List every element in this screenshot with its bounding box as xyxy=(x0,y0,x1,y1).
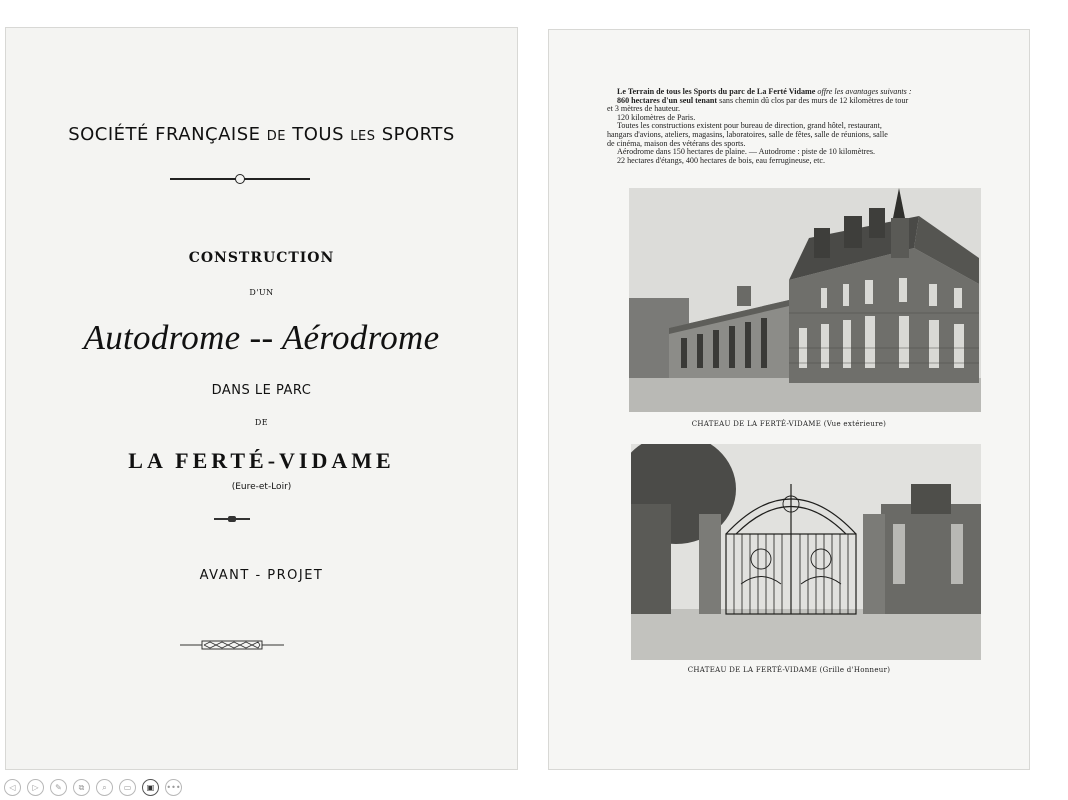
chateau-gate-photo xyxy=(631,444,981,660)
ornament-rule-center xyxy=(235,174,245,184)
prev-icon[interactable]: ◁ xyxy=(4,779,21,796)
intro-line-2: 860 hectares d'un seul tenant sans chemin dû clos par des murs de 12 kilomètres de tour xyxy=(617,96,909,105)
document-page-right xyxy=(549,30,1029,769)
next-icon[interactable]: ▷ xyxy=(27,779,44,796)
intro-line-8: Aérodrome dans 150 hectares de plaine. — Autodrome : piste de 10 kilomètres. xyxy=(617,148,876,157)
intro-line-3: et 3 mètres de hauteur. xyxy=(607,105,681,114)
document-page-left xyxy=(6,28,517,769)
construction-heading: CONSTRUCTION xyxy=(188,250,335,266)
society-word-2: DE xyxy=(266,129,287,144)
intro-paragraph xyxy=(607,88,1017,165)
chateau-exterior-photo xyxy=(629,188,981,412)
society-heading xyxy=(6,124,517,145)
place-name: LA FERTÉ-VIDAME xyxy=(128,448,395,473)
intro-line-6: hangars d'avions, ateliers, magasins, laboratoires, salle de fêtes, salle de réunions, salle xyxy=(607,130,888,139)
intro-line-1: Le Terrain de tous les Sports du parc de La Ferté Vidame offre les avantages suivants : xyxy=(617,88,912,96)
intro-line-7: de cinéma, maison des vétérans des sports. xyxy=(607,139,746,148)
zoom-icon[interactable]: ⌕ xyxy=(96,779,113,796)
region-text: (Eure-et-Loir) xyxy=(231,482,292,492)
intro-line-9: 22 hectares d'étangs, 400 hectares de bois, eau ferrugineuse, etc. xyxy=(617,156,825,165)
ornament-small-center xyxy=(228,516,236,522)
present-icon[interactable]: ▭ xyxy=(119,779,136,796)
copy-icon[interactable]: ⧉ xyxy=(73,779,90,796)
society-word-4: LES xyxy=(350,129,376,144)
avant-projet-label: AVANT - PROJET xyxy=(199,568,324,583)
video-icon[interactable]: ▣ xyxy=(142,779,159,796)
ornament-bottom xyxy=(180,640,284,650)
chateau-gate-caption: CHATEAU DE LA FERTÉ-VIDAME (Grille d'Honneur) xyxy=(687,666,891,674)
more-icon[interactable]: ••• xyxy=(165,779,182,796)
society-word-1: SOCIÉTÉ FRANÇAISE xyxy=(68,124,261,145)
document-title: Autodrome -- Aérodrome xyxy=(83,318,440,357)
chateau-exterior-caption: CHATEAU DE LA FERTÉ-VIDAME (Vue extérieure) xyxy=(691,420,887,428)
society-word-5: SPORTS xyxy=(381,124,455,145)
edit-icon[interactable]: ✎ xyxy=(50,779,67,796)
intro-line-5: Toutes les constructions existent pour bureau de direction, grand hôtel, restaurant, xyxy=(617,122,882,131)
intro-line-4: 120 kilomètres de Paris. xyxy=(617,113,696,122)
de-text: DE xyxy=(254,418,269,427)
parc-text: DANS LE PARC xyxy=(211,383,312,398)
society-word-3: TOUS xyxy=(292,124,345,145)
dun-text: D'UN xyxy=(249,288,274,297)
viewer-toolbar xyxy=(4,779,182,797)
